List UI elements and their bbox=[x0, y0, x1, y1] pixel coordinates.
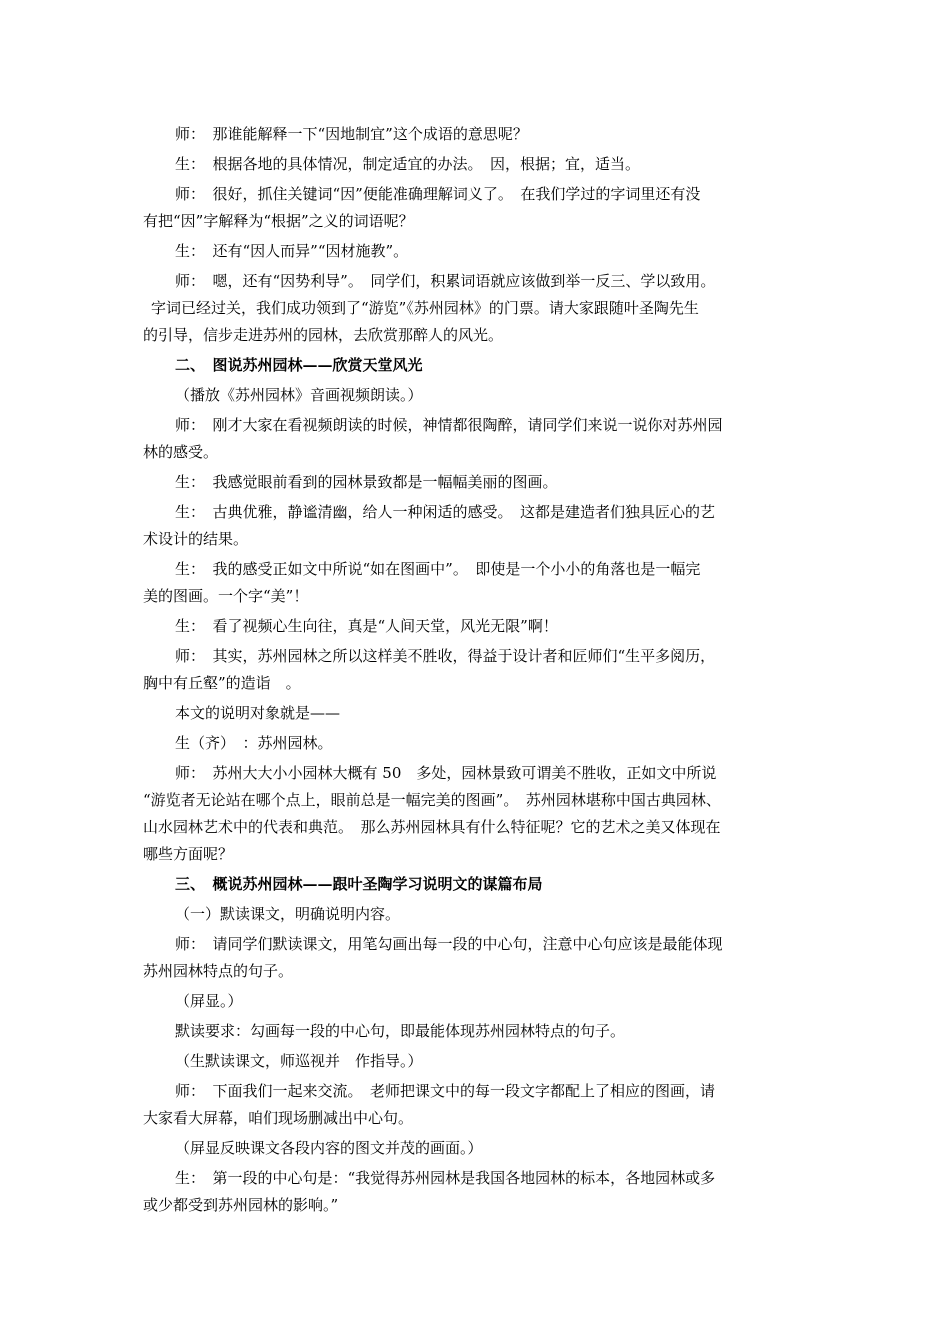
dialogue-line: 师： 很好，抓住关键词“因”便能准确理解词义了。 在我们学过的字词里还有没 bbox=[175, 185, 701, 203]
dialogue-line-continued: 字词已经过关，我们成功领到了“游览”《苏州园林》的门票。请大家跟随叶圣陶先生 bbox=[151, 299, 699, 317]
subsection-heading: （一）默读课文，明确说明内容。 bbox=[175, 905, 401, 923]
dialogue-line: 生： 我感觉眼前看到的园林景致都是一幅幅美丽的图画。 bbox=[175, 473, 558, 491]
stage-direction: （生默读课文，师巡视并 作指导。） bbox=[175, 1052, 423, 1070]
dialogue-line: 生（齐） ：苏州园林。 bbox=[175, 734, 333, 752]
dialogue-line-continued: 有把“因”字解释为“根据”之义的词语呢？ bbox=[143, 212, 414, 230]
dialogue-line: 生： 根据各地的具体情况，制定适宜的办法。 因，根据；宜，适当。 bbox=[175, 155, 641, 173]
dialogue-line-continued: 的引导，信步走进苏州的园林，去欣赏那醉人的风光。 bbox=[143, 326, 504, 344]
dialogue-line: 生： 我的感受正如文中所说“如在图画中”。 即使是一个小小的角落也是一幅完 bbox=[175, 560, 701, 578]
dialogue-line-continued: 苏州园林特点的句子。 bbox=[143, 962, 294, 980]
dialogue-line: 师： 其实，苏州园林之所以这样美不胜收，得益于设计者和匠师们“生平多阅历， bbox=[175, 647, 716, 665]
stage-direction: （播放《苏州园林》音画视频朗读。） bbox=[175, 386, 423, 404]
dialogue-line-continued: 胸中有丘壑”的造诣 。 bbox=[143, 674, 301, 692]
dialogue-line-continued: 林的感受。 bbox=[143, 443, 219, 461]
dialogue-line: 生： 看了视频心生向往，真是“人间天堂，风光无限”啊！ bbox=[175, 617, 558, 635]
dialogue-line: 师： 刚才大家在看视频朗读的时候，神情都很陶醉，请同学们来说一说你对苏州园 bbox=[175, 416, 723, 434]
section-heading-3: 三、 概说苏州园林——跟叶圣陶学习说明文的谋篇布局 bbox=[175, 875, 543, 893]
dialogue-line-continued: 大家看大屏幕，咱们现场删减出中心句。 bbox=[143, 1109, 414, 1127]
dialogue-line-continued: 术设计的结果。 bbox=[143, 530, 249, 548]
body-line: 本文的说明对象就是—— bbox=[175, 704, 341, 722]
dialogue-line: 生： 还有“因人而异”“因材施教”。 bbox=[175, 242, 409, 260]
dialogue-line: 师： 那谁能解释一下“因地制宜”这个成语的意思呢？ bbox=[175, 125, 528, 143]
dialogue-line: 师： 下面我们一起来交流。 老师把课文中的每一段文字都配上了相应的图画，请 bbox=[175, 1082, 716, 1100]
dialogue-line: 生： 第一段的中心句是：“我觉得苏州园林是我国各地园林的标本，各地园林或多 bbox=[175, 1169, 716, 1187]
dialogue-line-continued: 山水园林艺术中的代表和典范。 那么苏州园林具有什么特征呢？它的艺术之美又体现在 bbox=[143, 818, 721, 836]
dialogue-line-continued: 或少都受到苏州园林的影响。” bbox=[143, 1196, 339, 1214]
dialogue-line: 生： 古典优雅，静谧清幽，给人一种闲适的感受。 这都是建造者们独具匠心的艺 bbox=[175, 503, 716, 521]
section-heading-2: 二、 图说苏州园林——欣赏天堂风光 bbox=[175, 356, 423, 374]
dialogue-line: 师： 嗯，还有“因势利导”。 同学们，积累词语就应该做到举一反三、学以致用。 bbox=[175, 272, 716, 290]
dialogue-line-continued: “游览者无论站在哪个点上，眼前总是一幅完美的图画”。 苏州园林堪称中国古典园林、 bbox=[143, 791, 721, 809]
dialogue-line-continued: 哪些方面呢？ bbox=[143, 845, 234, 863]
stage-direction: （屏显反映课文各段内容的图文并茂的画面。） bbox=[175, 1139, 483, 1157]
body-line: 默读要求：勾画每一段的中心句，即最能体现苏州园林特点的句子。 bbox=[175, 1022, 626, 1040]
dialogue-line: 师： 请同学们默读课文，用笔勾画出每一段的中心句，注意中心句应该是最能体现 bbox=[175, 935, 723, 953]
dialogue-line-continued: 美的图画。一个字“美”！ bbox=[143, 587, 309, 605]
stage-direction: （屏显。） bbox=[175, 992, 243, 1010]
dialogue-line: 师： 苏州大大小小园林大概有 50 多处，园林景致可谓美不胜收，正如文中所说 bbox=[175, 764, 717, 782]
